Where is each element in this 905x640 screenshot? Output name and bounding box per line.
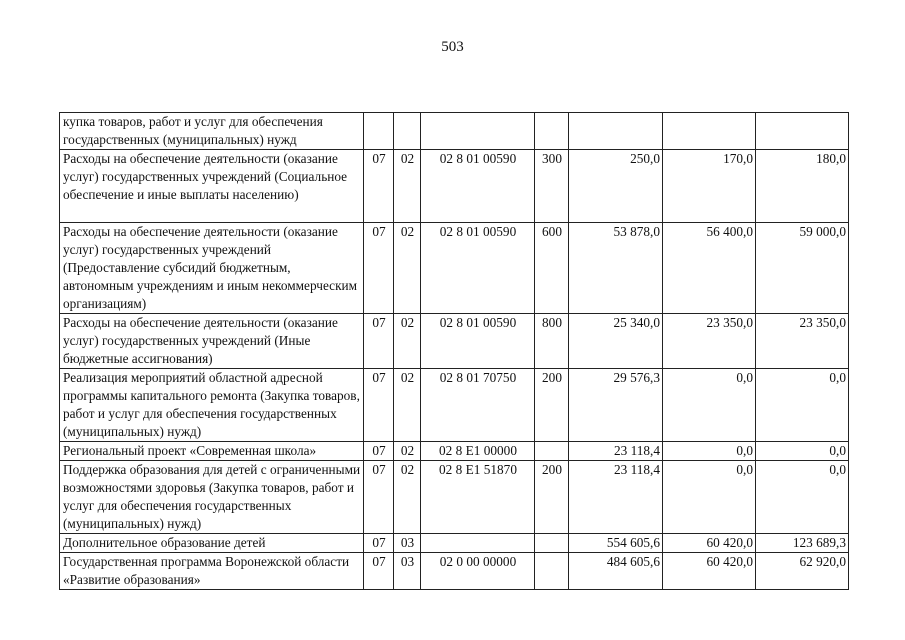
table-row — [60, 534, 849, 553]
row-name: Поддержка образования для детей с ограниченными возможностями здоровья (Закупка товаров, работ и услуг для обеспечения государственных (муниципальных) нужд) — [60, 461, 364, 534]
budget-table — [59, 112, 849, 590]
target-article-code: 02 8 01 00590 — [421, 223, 535, 314]
section-code: 07 — [364, 369, 394, 442]
amount-year-2: 0,0 — [663, 461, 756, 534]
expense-type-code — [535, 113, 569, 150]
subsection-code: 03 — [394, 553, 421, 590]
row-name: купка товаров, работ и услуг для обеспечения государственных (муниципальных) нужд — [60, 113, 364, 150]
table-row — [60, 223, 849, 314]
expense-type-code — [535, 553, 569, 590]
row-name: Государственная программа Воронежской области «Развитие образования» — [60, 553, 364, 590]
amount-year-1: 554 605,6 — [569, 534, 663, 553]
table-row — [60, 150, 849, 223]
target-article-code: 02 0 00 00000 — [421, 553, 535, 590]
amount-year-2: 60 420,0 — [663, 534, 756, 553]
row-name: Расходы на обеспечение деятельности (оказание услуг) государственных учреждений (Предоставление субсидий бюджетным, автономным учреждениям и иным некоммерческим организациям) — [60, 223, 364, 314]
section-code: 07 — [364, 150, 394, 223]
row-name: Расходы на обеспечение деятельности (оказание услуг) государственных учреждений (Иные бюджетные ассигнования) — [60, 314, 364, 369]
table-row — [60, 442, 849, 461]
amount-year-3 — [756, 113, 849, 150]
row-name: Реализация мероприятий областной адресной программы капитального ремонта (Закупка товаров, работ и услуг для обеспечения государственных (муниципальных) нужд) — [60, 369, 364, 442]
amount-year-2: 0,0 — [663, 369, 756, 442]
row-name: Расходы на обеспечение деятельности (оказание услуг) государственных учреждений (Социальное обеспечение и иные выплаты населению) — [60, 150, 364, 223]
amount-year-3: 62 920,0 — [756, 553, 849, 590]
row-name: Дополнительное образование детей — [60, 534, 364, 553]
expense-type-code: 200 — [535, 369, 569, 442]
amount-year-2: 0,0 — [663, 442, 756, 461]
expense-type-code: 300 — [535, 150, 569, 223]
expense-type-code — [535, 442, 569, 461]
amount-year-3: 59 000,0 — [756, 223, 849, 314]
amount-year-1: 23 118,4 — [569, 442, 663, 461]
amount-year-3: 123 689,3 — [756, 534, 849, 553]
amount-year-3: 0,0 — [756, 442, 849, 461]
target-article-code: 02 8 01 00590 — [421, 314, 535, 369]
row-name: Региональный проект «Современная школа» — [60, 442, 364, 461]
target-article-code — [421, 113, 535, 150]
amount-year-3: 0,0 — [756, 369, 849, 442]
section-code — [364, 113, 394, 150]
subsection-code: 02 — [394, 442, 421, 461]
amount-year-3: 180,0 — [756, 150, 849, 223]
amount-year-1: 25 340,0 — [569, 314, 663, 369]
target-article-code: 02 8 E1 51870 — [421, 461, 535, 534]
table-row — [60, 113, 849, 150]
target-article-code: 02 8 E1 00000 — [421, 442, 535, 461]
table-row — [60, 461, 849, 534]
amount-year-2: 170,0 — [663, 150, 756, 223]
page-number: 503 — [441, 39, 464, 55]
section-code: 07 — [364, 314, 394, 369]
expense-type-code — [535, 534, 569, 553]
subsection-code — [394, 113, 421, 150]
subsection-code: 02 — [394, 223, 421, 314]
amount-year-3: 23 350,0 — [756, 314, 849, 369]
section-code: 07 — [364, 461, 394, 534]
amount-year-1 — [569, 113, 663, 150]
table-row — [60, 553, 849, 590]
expense-type-code: 200 — [535, 461, 569, 534]
expense-type-code: 600 — [535, 223, 569, 314]
amount-year-2 — [663, 113, 756, 150]
section-code: 07 — [364, 553, 394, 590]
subsection-code: 02 — [394, 461, 421, 534]
target-article-code: 02 8 01 70750 — [421, 369, 535, 442]
subsection-code: 02 — [394, 369, 421, 442]
section-code: 07 — [364, 534, 394, 553]
section-code: 07 — [364, 223, 394, 314]
amount-year-3: 0,0 — [756, 461, 849, 534]
expense-type-code: 800 — [535, 314, 569, 369]
subsection-code: 02 — [394, 314, 421, 369]
amount-year-1: 53 878,0 — [569, 223, 663, 314]
amount-year-1: 23 118,4 — [569, 461, 663, 534]
subsection-code: 03 — [394, 534, 421, 553]
subsection-code: 02 — [394, 150, 421, 223]
table-row — [60, 314, 849, 369]
section-code: 07 — [364, 442, 394, 461]
amount-year-1: 250,0 — [569, 150, 663, 223]
amount-year-2: 60 420,0 — [663, 553, 756, 590]
target-article-code — [421, 534, 535, 553]
amount-year-2: 23 350,0 — [663, 314, 756, 369]
amount-year-2: 56 400,0 — [663, 223, 756, 314]
table-row — [60, 369, 849, 442]
amount-year-1: 484 605,6 — [569, 553, 663, 590]
amount-year-1: 29 576,3 — [569, 369, 663, 442]
target-article-code: 02 8 01 00590 — [421, 150, 535, 223]
